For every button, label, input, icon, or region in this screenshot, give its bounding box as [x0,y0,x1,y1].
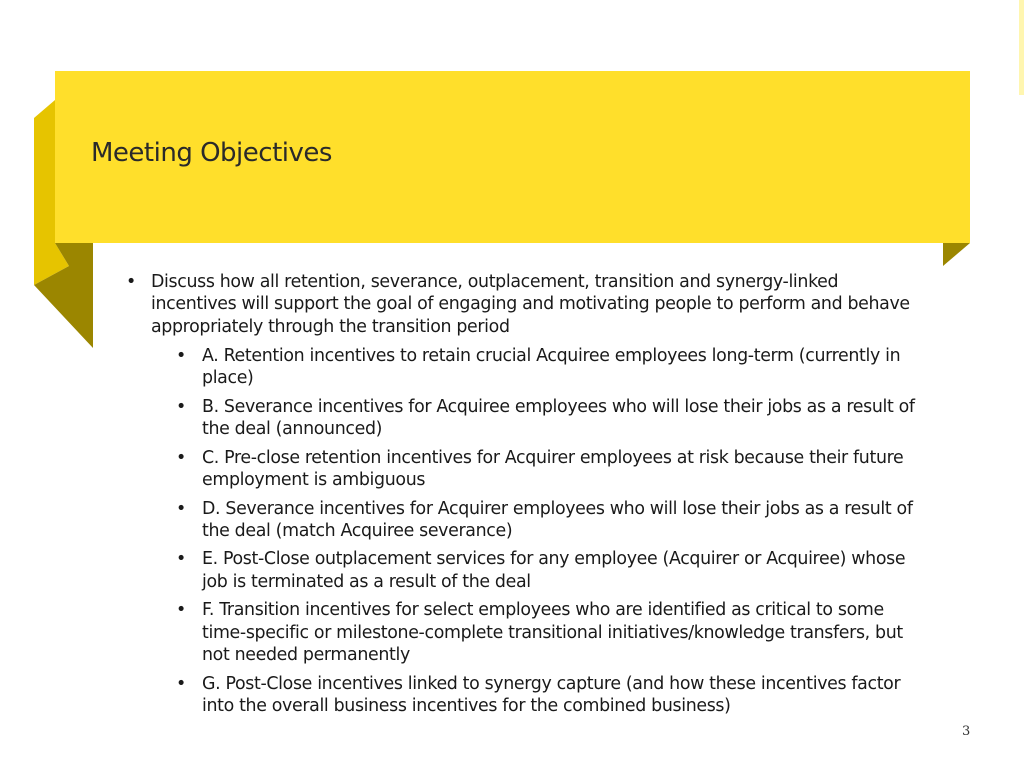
sub-bullet-item [124,498,924,543]
sub-bullet-item [124,673,924,718]
sub-bullet-item [124,599,924,666]
bullet-icon: • [176,345,186,366]
sub-bullet-item [124,396,924,441]
sub-bullet-text: C. Pre-close retention incentives for Acquirer employees at risk because their future employment is ambiguous [202,447,904,490]
bullet-icon: • [176,447,186,468]
bullet-icon: • [176,549,186,570]
objectives-content [124,271,924,723]
bullet-icon: • [126,272,136,292]
sub-bullet-item [124,548,924,593]
bullet-icon: • [176,396,186,417]
sub-bullet-text: G. Post-Close incentives linked to synergy capture (and how these incentives factor into the overall business incentives for the combined business) [202,673,901,716]
bullet-icon: • [176,498,186,519]
sub-bullet-item [124,345,924,390]
right-fold-shadow [943,243,970,266]
main-bullet-item [124,271,924,338]
bullet-icon: • [176,673,186,694]
edge-mark [1019,0,1024,95]
sub-bullet-item [124,447,924,492]
sub-bullet-text: E. Post-Close outplacement services for any employee (Acquirer or Acquiree) whose job is terminated as a result of the deal [202,549,906,592]
page-number: 3 [962,724,971,739]
sub-bullet-text: B. Severance incentives for Acquiree employees who will lose their jobs as a result of the deal (announced) [202,396,915,440]
sub-bullet-text: F. Transition incentives for select employees who are identified as critical to some time-specific or milestone-complete transitional initiatives/knowledge transfers, but not needed permanently [202,600,903,665]
sub-bullet-text: A. Retention incentives to retain crucial Acquiree employees long-term (currently in place) [202,345,901,389]
bullet-icon: • [176,600,186,621]
slide-title: Meeting Objectives [91,138,332,168]
main-bullet-text: Discuss how all retention, severance, outplacement, transition and synergy-linked incentives will support the goal of engaging and motivating people to perform and behave appropriately through the transition period [151,272,910,337]
sub-bullet-list [124,345,924,717]
sub-bullet-text: D. Severance incentives for Acquirer employees who will lose their jobs as a result of the deal (match Acquiree severance) [202,498,913,541]
